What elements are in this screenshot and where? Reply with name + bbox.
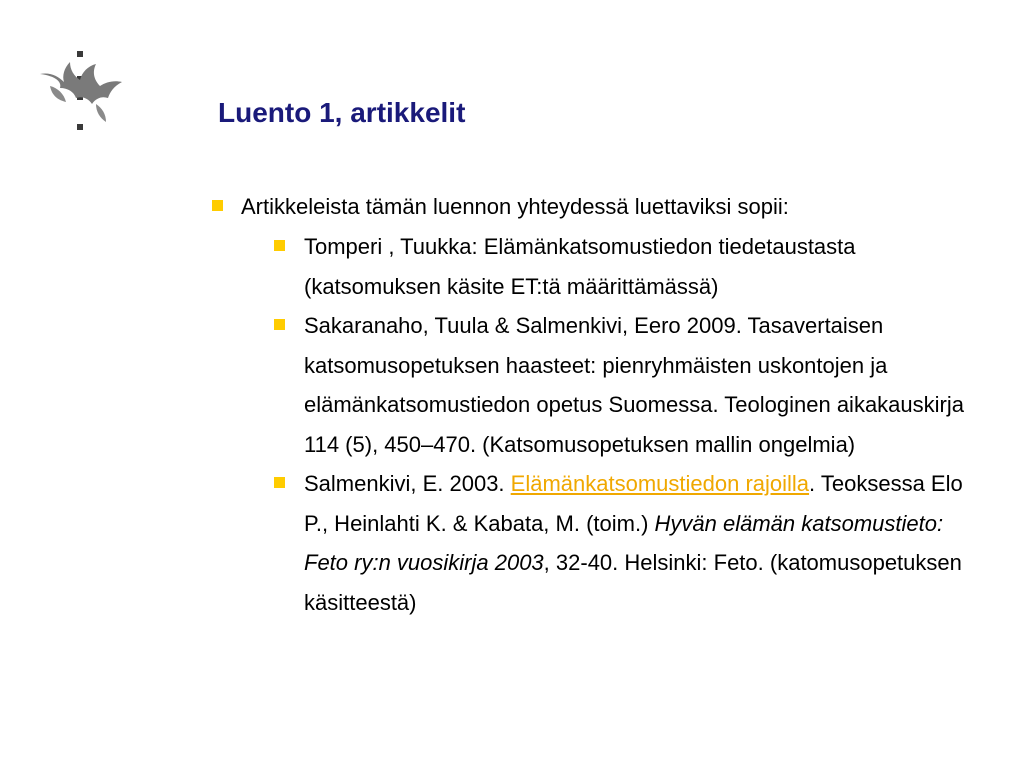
flame-logo-icon bbox=[36, 46, 126, 138]
reference-link[interactable]: Elämänkatsomustiedon rajoilla bbox=[510, 471, 810, 496]
square-bullet-icon bbox=[274, 477, 285, 488]
sub-list bbox=[212, 227, 1002, 622]
reference-after-link: . Teoksessa Elo P., Heinlahti K. & Kabata, M. (toim.) bbox=[304, 471, 963, 536]
page-title: Luento 1, artikkelit bbox=[218, 97, 466, 128]
reference-suffix: , 32-40. Helsinki: Feto. (katomusopetuksen käsitteestä) bbox=[304, 550, 962, 615]
reference-book-title: Hyvän elämän katsomustieto: Feto ry:n vuosikirja 2003 bbox=[304, 510, 944, 575]
square-bullet-icon bbox=[274, 240, 285, 251]
main-bullet-text: Artikkeleista tämän luennon yhteydessä luettaviksi sopii: bbox=[241, 194, 789, 219]
list-item bbox=[274, 306, 984, 464]
reference-text: Tomperi , Tuukka: Elämänkatsomustiedon tiedetaustasta (katsomuksen käsite ET:tä määrittämässä) bbox=[304, 234, 856, 299]
list-item-main bbox=[212, 187, 1002, 227]
square-bullet-icon bbox=[212, 200, 223, 211]
list-item bbox=[274, 227, 984, 306]
list-item bbox=[274, 464, 984, 622]
reference-prefix: Salmenkivi, E. 2003. bbox=[304, 471, 511, 496]
bullet-list bbox=[212, 187, 1002, 622]
reference-text: Sakaranaho, Tuula & Salmenkivi, Eero 2009. Tasavertaisen katsomusopetuksen haasteet: pienryhmäisten uskontojen ja elämänkatsomustiedon opetus Suomessa. Teologinen aikakauskirja 114 (5), 450–470. (Katsomusopetuksen mallin ongelmia) bbox=[304, 313, 964, 457]
university-logo-icon bbox=[36, 46, 126, 138]
square-bullet-icon bbox=[274, 319, 285, 330]
